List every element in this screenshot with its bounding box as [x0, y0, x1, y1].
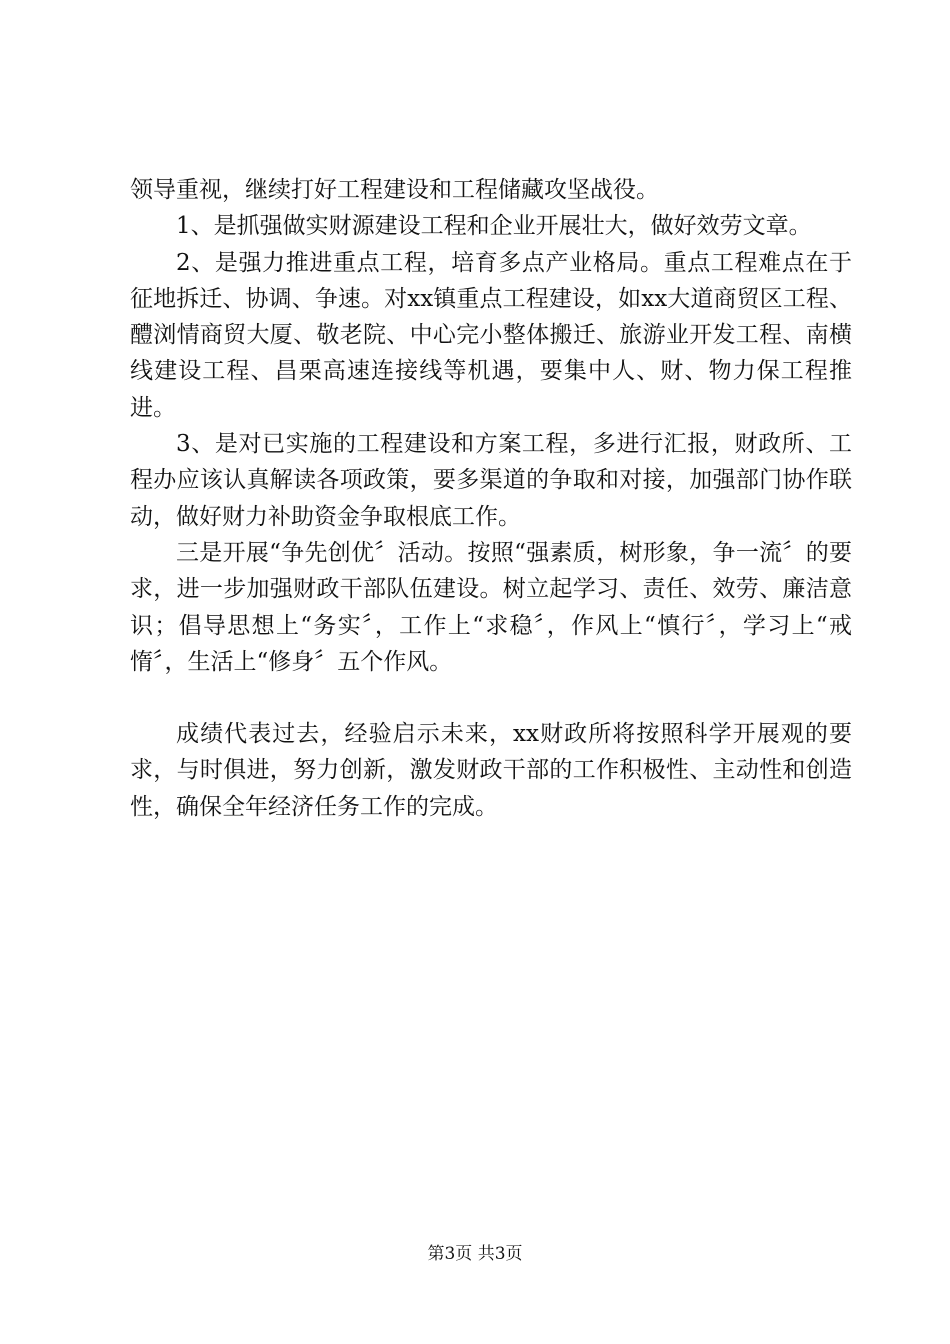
paragraph-conclusion: 成绩代表过去，经验启示未来，xx财政所将按照科学开展观的要求，与时俱进，努力创新，激发财政干部的工作积极性、主动性和创造性，确保全年经济任务工作的完成。 — [130, 721, 852, 820]
document-body — [130, 172, 852, 825]
paragraph-item-3: 3、是对已实施的工程建设和方案工程，多进行汇报，财政所、工程办应该认真解读各项政策，要多渠道的争取和对接，加强部门协作联动，做好财力补助资金争取根底工作。 — [130, 431, 852, 530]
paragraph-item-2: 2、是强力推进重点工程，培育多点产业格局。重点工程难点在于征地拆迁、协调、争速。对xx镇重点工程建设，如xx大道商贸区工程、醴浏情商贸大厦、敬老院、中心完小整体搬迁、旅游业开发工程、南横线建设工程、昌栗高速连接线等机遇，要集中人、财、物力保工程推进。 — [130, 249, 852, 421]
paragraph-section-three: 三是开展“争先创优〞活动。按照“强素质，树形象，争一流〞的要求，进一步加强财政干部队伍建设。树立起学习、责任、效劳、廉洁意识；倡导思想上“务实〞，工作上“求稳〞，作风上“慎行〞，学习上“戒惰〞，生活上“修身〞五个作风。 — [130, 539, 852, 675]
paragraph-item-1: 1、是抓强做实财源建设工程和企业开展壮大，做好效劳文章。 — [176, 213, 812, 240]
page-footer: 第3页 共3页 — [427, 1244, 523, 1264]
paragraph-continuation: 领导重视，继续打好工程建设和工程储藏攻坚战役。 — [130, 177, 659, 203]
